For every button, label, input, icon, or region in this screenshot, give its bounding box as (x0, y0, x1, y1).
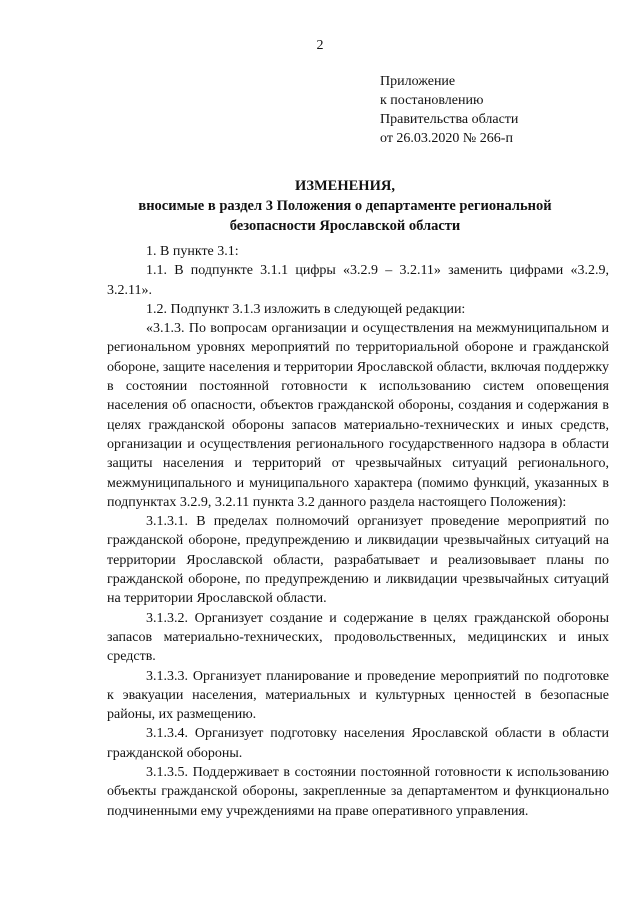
approval-line-3: Правительства области (380, 112, 519, 127)
paragraph-3-1-3: «3.1.3. По вопросам организации и осуществления на межмуниципальном и региональном уровнях мероприятий по территориальной обороне и гражданской обороне, защите населения и территории Ярославской области, включая поддержку в состоянии постоянной готовности к использованию систем оповещения населения об опасности, объектов гражданской обороны, создания и содержания в целях гражданской обороны запасов материально-технических и иных средств, организации и осуществления регионального государственного надзора в области защиты населения и территорий от чрезвычайных ситуаций регионального, межмуниципального и муниципального характера (помимо функций, указанных в подпунктах 3.2.9, 3.2.11 пункта 3.2 данного раздела настоящего Положения): (107, 321, 609, 510)
document-title (90, 176, 600, 236)
title-line-1: ИЗМЕНЕНИЯ, (295, 178, 395, 194)
title-line-2: вносимые в раздел 3 Положения о департаменте региональной (138, 198, 552, 214)
paragraph-3-1-3-5: 3.1.3.5. Поддерживает в состоянии постоянной готовности к использованию объекты гражданской обороны, закрепленные за департаментом и функционально подчиненными ему учреждениями на праве оперативного управления. (107, 765, 609, 819)
title-line-3: безопасности Ярославской области (229, 218, 461, 234)
paragraph-3-1-3-1: 3.1.3.1. В пределах полномочий организует проведение мероприятий по гражданской обороне, предупреждению и ликвидации чрезвычайных ситуаций на территории Ярославской области, разрабатывает и реализовывает планы по гражданской обороне, по предупреждению и ликвидации чрезвычайных ситуаций на территории Ярославской области. (107, 514, 609, 607)
document-body (107, 242, 609, 821)
approval-line-1: Приложение (380, 74, 456, 89)
approval-stamp (380, 72, 518, 148)
paragraph-3-1-3-4: 3.1.3.4. Организует подготовку населения Ярославской области в области гражданской обороны. (107, 726, 609, 761)
paragraph-3-1-3-2: 3.1.3.2. Организует создание и содержание в целях гражданской обороны запасов материально-технических, продовольственных, медицинских и иных средств. (107, 610, 609, 665)
paragraph-1: 1. В пункте 3.1: (146, 244, 239, 259)
approval-line-2: к постановлению (380, 93, 484, 108)
approval-line-4: от 26.03.2020 № 266-п (380, 131, 513, 146)
paragraph-3-1-3-3: 3.1.3.3. Организует планирование и проведение мероприятий по подготовке к эвакуации населения, материальных и культурных ценностей в безопасные районы, их размещению. (107, 668, 609, 723)
paragraph-1-1: 1.1. В подпункте 3.1.1 цифры «3.2.9 – 3.2.11» заменить цифрами «3.2.9, 3.2.11». (107, 263, 609, 298)
paragraph-1-2: 1.2. Подпункт 3.1.3 изложить в следующей редакции: (146, 301, 466, 317)
page-number: 2 (316, 38, 324, 53)
